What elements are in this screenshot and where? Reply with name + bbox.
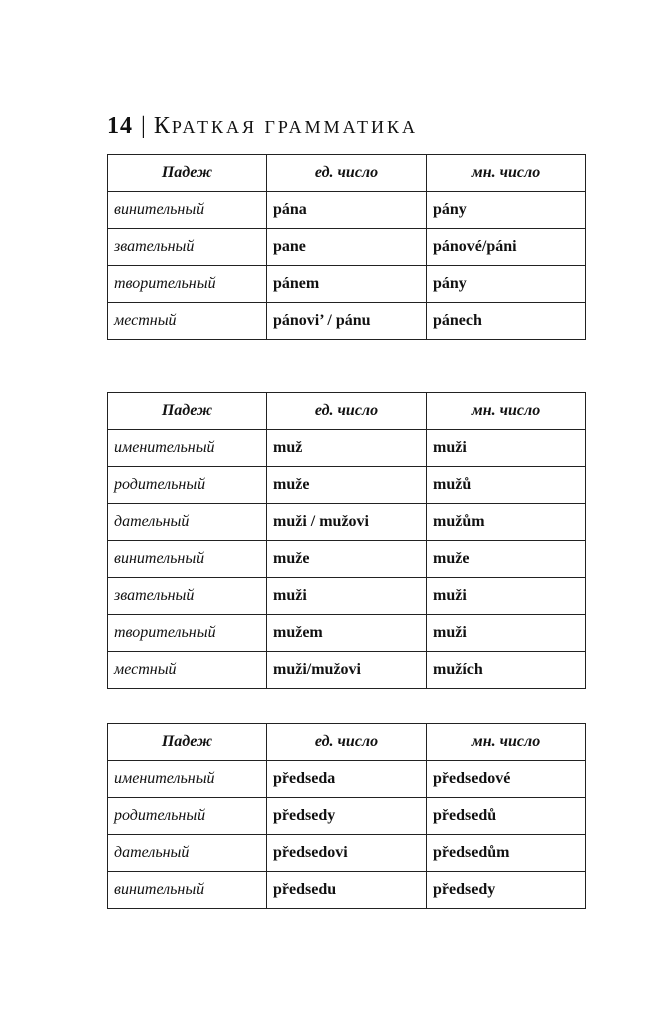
table-row (108, 835, 586, 872)
singular-form-cell: pánovi’ / pánu (267, 303, 427, 340)
singular-form-cell: předsedy (267, 798, 427, 835)
column-header-case: Падеж (108, 724, 267, 761)
table-row (108, 615, 586, 652)
case-name-cell: винительный (108, 872, 267, 909)
column-header-plural: мн. число (427, 724, 586, 761)
case-name-cell: творительный (108, 615, 267, 652)
table-header-row (108, 393, 586, 430)
column-header-plural: мн. число (427, 155, 586, 192)
section-title-initial: К (153, 113, 172, 139)
case-name-cell: винительный (108, 192, 267, 229)
table-row (108, 761, 586, 798)
table-header-row (108, 155, 586, 192)
declension-table-muz (107, 392, 586, 689)
plural-form-cell: předsedy (427, 872, 586, 909)
plural-form-cell: muži (427, 578, 586, 615)
declension-table-pan (107, 154, 586, 340)
case-name-cell: местный (108, 652, 267, 689)
case-name-cell: звательный (108, 578, 267, 615)
singular-form-cell: pána (267, 192, 427, 229)
singular-form-cell: muži / mužovi (267, 504, 427, 541)
singular-form-cell: mužem (267, 615, 427, 652)
table-row (108, 266, 586, 303)
table-row (108, 303, 586, 340)
case-name-cell: местный (108, 303, 267, 340)
singular-form-cell: předsedovi (267, 835, 427, 872)
case-name-cell: винительный (108, 541, 267, 578)
singular-form-cell: muže (267, 541, 427, 578)
column-header-plural: мн. число (427, 393, 586, 430)
case-name-cell: именительный (108, 761, 267, 798)
singular-form-cell: muži/mužovi (267, 652, 427, 689)
case-name-cell: дательный (108, 504, 267, 541)
singular-form-cell: předseda (267, 761, 427, 798)
case-name-cell: звательный (108, 229, 267, 266)
table-row (108, 229, 586, 266)
case-name-cell: родительный (108, 467, 267, 504)
declension-table-predseda (107, 723, 586, 909)
plural-form-cell: pány (427, 192, 586, 229)
singular-form-cell: pane (267, 229, 427, 266)
page-header (107, 113, 418, 143)
plural-form-cell: mužích (427, 652, 586, 689)
plural-form-cell: muže (427, 541, 586, 578)
plural-form-cell: předsedové (427, 761, 586, 798)
table-row (108, 872, 586, 909)
header-separator: | (141, 113, 146, 139)
case-name-cell: творительный (108, 266, 267, 303)
plural-form-cell: pánech (427, 303, 586, 340)
table-row (108, 430, 586, 467)
section-title (154, 113, 418, 140)
plural-form-cell: muži (427, 430, 586, 467)
case-name-cell: родительный (108, 798, 267, 835)
case-name-cell: дательный (108, 835, 267, 872)
table-row (108, 467, 586, 504)
table-row (108, 798, 586, 835)
plural-form-cell: mužů (427, 467, 586, 504)
table-row (108, 578, 586, 615)
singular-form-cell: muže (267, 467, 427, 504)
column-header-case: Падеж (108, 155, 267, 192)
plural-form-cell: předsedů (427, 798, 586, 835)
plural-form-cell: pány (427, 266, 586, 303)
table-row (108, 541, 586, 578)
plural-form-cell: muži (427, 615, 586, 652)
singular-form-cell: muž (267, 430, 427, 467)
singular-form-cell: pánem (267, 266, 427, 303)
case-name-cell: именительный (108, 430, 267, 467)
column-header-singular: ед. число (267, 155, 427, 192)
column-header-case: Падеж (108, 393, 267, 430)
singular-form-cell: předsedu (267, 872, 427, 909)
section-title-rest: РАТКАЯ ГРАММАТИКА (171, 117, 418, 137)
table-row (108, 652, 586, 689)
singular-form-cell: muži (267, 578, 427, 615)
table-row (108, 504, 586, 541)
plural-form-cell: předsedům (427, 835, 586, 872)
page-number: 14 (107, 113, 133, 139)
plural-form-cell: pánové/páni (427, 229, 586, 266)
table-header-row (108, 724, 586, 761)
column-header-singular: ед. число (267, 393, 427, 430)
plural-form-cell: mužům (427, 504, 586, 541)
column-header-singular: ед. число (267, 724, 427, 761)
table-row (108, 192, 586, 229)
